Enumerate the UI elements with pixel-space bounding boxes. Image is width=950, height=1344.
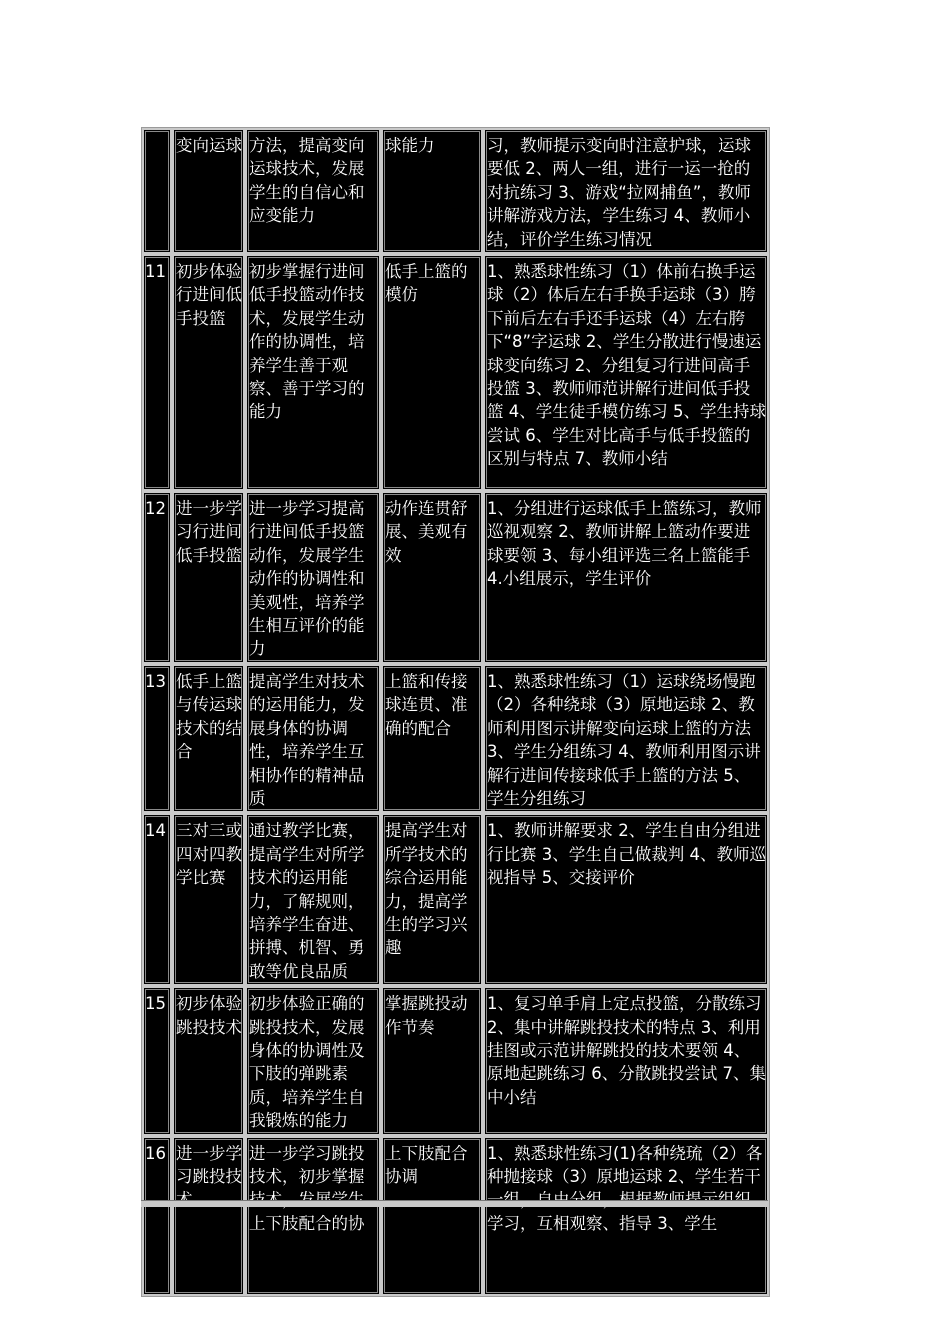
lesson-process: 1、熟悉球性练习(1)各种绕琉（2）各种抛接球（3）原地运球 2、学生若干 学习，互相观察、指导 3、学生 [483,1136,769,1296]
lesson-content: 变向运球 [172,128,245,254]
lesson-focus: 动作连贯舒展、美观有效 [381,491,483,664]
lesson-goal: 初步体验正确的跳投技术，发展身体的协调性及下肢的弹跳素质，培养学生自我锻炼的能力 [245,986,381,1135]
table-row [142,813,769,986]
lesson-number: 11 [142,254,172,491]
table-row [142,491,769,664]
lesson-process: 习，教师提示变向时注意护球，运球要低 2、两人一组，进行一运一抢的对抗练习 3、游戏“拉网捕鱼”，教师讲解游戏方法，学生练习 4、教师小结，评价学生练习情况 [483,128,769,254]
lesson-number: 14 [142,813,172,986]
lesson-goal: 初步掌握行进间低手投篮动作技术，发展学生动作的协调性，培养学生善于观察、善于学习的能力 [245,254,381,491]
lesson-content: 初步体验跳投技术 [172,986,245,1135]
lesson-process: 1、复习单手肩上定点投篮，分散练习 2、集中讲解跳投技术的特点 3、利用挂图或示范讲解跳投的技术要领 4、原地起跳练习 6、分散跳投尝试 7、集中小结 [483,986,769,1135]
lesson-number: 13 [142,664,172,813]
lesson-goal: 方法，提高变向运球技术，发展学生的自信心和应变能力 [245,128,381,254]
lesson-focus: 球能力 [381,128,483,254]
table-bottom-edge [141,1200,768,1207]
lesson-focus: 低手上篮的模仿 [381,254,483,491]
table-row [142,1136,769,1296]
lesson-focus: 提高学生对所学技术的综合运用能力，提高学生的学习兴趣 [381,813,483,986]
table-row [142,986,769,1135]
lesson-process: 1、熟悉球性练习（1）体前右换手运球（2）体后左右手换手运球（3）胯下前后左右手还手运球（4）左右胯下“8”字运球 2、学生分散进行慢速运球变向练习 2、分组复习行进间高手投篮 3、教师师范讲解行进间低手投篮 4、学生徒手模仿练习 5、学生持球尝试 6、学生对比高手与低手投篮的区别与特点 7、教师小结 [483,254,769,491]
lesson-process: 1、分组进行运球低手上篮练习，教师巡视观察 2、教师讲解上篮动作要进球要领 3、每小组评选三名上篮能手 4.小组展示，学生评价 [483,491,769,664]
lesson-process: 1、熟悉球性练习（1）运球绕场慢跑（2）各种绕球（3）原地运球 2、教师利用图示讲解变向运球上篮的方法 3、学生分组练习 4、教师利用图示讲解行进间传接球低手上篮的方法 5、学生分组练习 [483,664,769,813]
lesson-goal: 进一步学习提高行进间低手投篮动作，发展学生动作的协调性和美观性，培养学生相互评价的能力 [245,491,381,664]
table-row [142,128,769,254]
lesson-number [142,128,172,254]
lesson-process: 1、教师讲解要求 2、学生自由分组进行比赛 3、学生自己做裁判 4、教师巡视指导 5、交接评价 [483,813,769,986]
lesson-focus: 上下肢配合协调 [381,1136,483,1296]
lesson-content: 低手上篮与传运球技术的结合 [172,664,245,813]
lesson-focus: 上篮和传接球连贯、准确的配合 [381,664,483,813]
table-row [142,254,769,491]
lesson-content: 进一步学习跳投技 [172,1136,245,1296]
table-row [142,664,769,813]
lesson-content: 初步体验行进间低手投篮 [172,254,245,491]
lesson-goal: 通过教学比赛，提高学生对所学技术的运用能力，了解规则，培养学生奋进、拼搏、机智、勇敢等优良品质 [245,813,381,986]
lesson-goal: 提高学生对技术的运用能力，发展身体的协调性，培养学生互相协作的精神品质 [245,664,381,813]
table-viewport [141,127,770,1233]
lesson-plan-table [141,127,770,1297]
lesson-number: 12 [142,491,172,664]
lesson-content: 进一步学习行进间低手投篮 [172,491,245,664]
lesson-content: 三对三或四对四教学比赛 [172,813,245,986]
lesson-goal: 进一步学习跳投技术，初步掌握 上下肢配合的协 [245,1136,381,1296]
lesson-number: 15 [142,986,172,1135]
lesson-number: 16 [142,1136,172,1296]
lesson-focus: 掌握跳投动作节奏 [381,986,483,1135]
